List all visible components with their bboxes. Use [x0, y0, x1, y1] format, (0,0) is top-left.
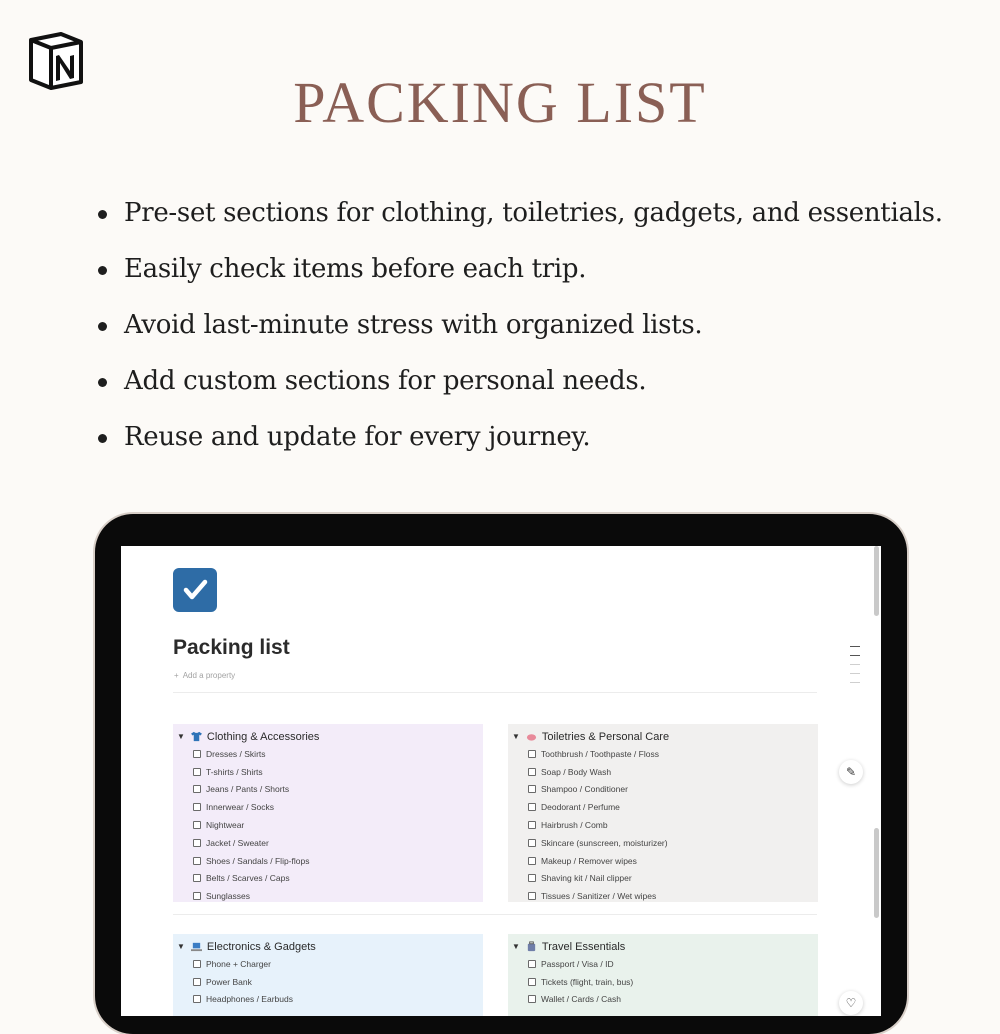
checklist-item[interactable]	[173, 991, 483, 1009]
checklist-item[interactable]	[173, 745, 483, 763]
checklist-item-label: Wallet / Cards / Cash	[541, 994, 621, 1005]
checkbox[interactable]	[528, 785, 536, 793]
feature-item: Add custom sections for personal needs.	[98, 358, 978, 414]
checkbox[interactable]	[528, 874, 536, 882]
scrollbar-thumb[interactable]	[874, 546, 879, 616]
wand-icon: ✎	[845, 765, 857, 779]
checklist-item[interactable]	[508, 834, 818, 852]
shirt-icon	[191, 731, 202, 742]
toggle-triangle-icon[interactable]: ▼	[512, 732, 520, 741]
plus-icon: +	[174, 671, 179, 680]
checklist-item[interactable]	[508, 887, 818, 905]
section-toggle[interactable]	[508, 728, 818, 745]
electronics-section	[173, 934, 483, 1016]
checklist-item[interactable]	[173, 816, 483, 834]
section-title: Travel Essentials	[541, 940, 626, 953]
soap-icon	[526, 731, 537, 742]
scrollbar-thumb-secondary[interactable]	[874, 828, 879, 918]
add-property-button[interactable]	[174, 671, 235, 680]
luggage-icon	[526, 941, 537, 952]
section-toggle[interactable]	[508, 938, 818, 955]
checklist-item-label: T-shirts / Shirts	[206, 766, 263, 777]
checklist-item[interactable]	[508, 870, 818, 888]
checklist-item[interactable]	[173, 870, 483, 888]
checkbox-page-icon[interactable]	[173, 568, 217, 612]
checkbox[interactable]	[528, 892, 536, 900]
checklist-item[interactable]	[173, 834, 483, 852]
checklist-item[interactable]	[173, 798, 483, 816]
checkbox[interactable]	[193, 785, 201, 793]
checklist-item-label: Skincare (sunscreen, moisturizer)	[541, 837, 668, 848]
checkbox[interactable]	[193, 960, 201, 968]
checklist-item[interactable]	[508, 781, 818, 799]
checkbox[interactable]	[528, 978, 536, 986]
checklist-item[interactable]	[508, 852, 818, 870]
feature-item: Easily check items before each trip.	[98, 246, 978, 302]
checkbox[interactable]	[193, 750, 201, 758]
checklist-item-label: Toothbrush / Toothpaste / Floss	[541, 748, 659, 759]
checkbox[interactable]	[528, 803, 536, 811]
divider	[173, 914, 817, 915]
travel-section	[508, 934, 818, 1016]
toggle-triangle-icon[interactable]: ▼	[512, 942, 520, 951]
checkbox[interactable]	[193, 821, 201, 829]
checklist-item-label: Nightwear	[206, 820, 245, 831]
checklist-item[interactable]	[508, 816, 818, 834]
checklist-item-label: Jeans / Pants / Shorts	[206, 784, 290, 795]
divider	[173, 692, 817, 693]
checklist-item-label: Soap / Body Wash	[541, 766, 612, 777]
checklist-item-label: Shoes / Sandals / Flip-flops	[206, 855, 310, 866]
toggle-triangle-icon[interactable]: ▼	[177, 732, 185, 741]
checklist-item[interactable]	[508, 745, 818, 763]
checklist-item[interactable]	[508, 955, 818, 973]
add-property-label: Add a property	[182, 671, 236, 680]
checklist-item-label: Passport / Visa / ID	[541, 958, 614, 969]
hero-title: PACKING LIST	[293, 70, 707, 135]
toggle-triangle-icon[interactable]: ▼	[177, 942, 185, 951]
float-action-button[interactable]	[839, 760, 863, 784]
laptop-icon	[191, 941, 202, 952]
checklist-item[interactable]	[508, 798, 818, 816]
section-title: Clothing & Accessories	[206, 730, 320, 743]
checklist-item-label: Deodorant / Perfume	[541, 802, 620, 813]
checklist-item[interactable]	[173, 955, 483, 973]
table-of-contents[interactable]	[850, 646, 860, 691]
checklist-item-label: Tickets (flight, train, bus)	[541, 976, 634, 987]
checkbox[interactable]	[528, 768, 536, 776]
section-title: Toiletries & Personal Care	[541, 730, 670, 743]
checkbox[interactable]	[193, 857, 201, 865]
checklist-item-label: Shampoo / Conditioner	[541, 784, 628, 795]
checklist-item-label: Innerwear / Socks	[206, 802, 275, 813]
checkbox[interactable]	[193, 978, 201, 986]
checklist-item[interactable]	[173, 973, 483, 991]
checklist-item-label: Makeup / Remover wipes	[541, 855, 637, 866]
checkbox[interactable]	[528, 821, 536, 829]
checklist-item[interactable]	[508, 991, 818, 1009]
feature-list	[98, 190, 978, 470]
checklist-item[interactable]	[173, 781, 483, 799]
checklist-item-label: Hairbrush / Comb	[541, 820, 608, 831]
checklist-item-label: Jacket / Sweater	[206, 837, 269, 848]
checklist-item-label: Power Bank	[206, 976, 252, 987]
checklist-item[interactable]	[173, 887, 483, 905]
checkmark-icon	[180, 575, 210, 605]
checkbox[interactable]	[528, 857, 536, 865]
toiletries-section	[508, 724, 818, 902]
checkbox[interactable]	[528, 995, 536, 1003]
checkbox[interactable]	[528, 750, 536, 758]
notion-page[interactable]	[121, 546, 881, 1016]
section-title: Electronics & Gadgets	[206, 940, 316, 953]
checkbox[interactable]	[193, 995, 201, 1003]
checkbox[interactable]	[193, 892, 201, 900]
checklist-item[interactable]	[173, 852, 483, 870]
checkbox[interactable]	[193, 874, 201, 882]
checkbox[interactable]	[193, 768, 201, 776]
checklist-item-label: Shaving kit / Nail clipper	[541, 873, 632, 884]
checklist-item-label: Dresses / Skirts	[206, 748, 266, 759]
checklist-item[interactable]	[508, 973, 818, 991]
feature-item: Reuse and update for every journey.	[98, 414, 978, 470]
feature-item: Pre-set sections for clothing, toiletries, gadgets, and essentials.	[98, 190, 978, 246]
page-title[interactable]: Packing list	[173, 636, 290, 659]
heart-icon: ♡	[845, 996, 857, 1010]
section-toggle[interactable]	[173, 728, 483, 745]
checkbox[interactable]	[528, 960, 536, 968]
checklist-item-label: Tissues / Sanitizer / Wet wipes	[541, 891, 657, 902]
checklist-item-label: Phone + Charger	[206, 958, 271, 969]
checklist-item-label: Belts / Scarves / Caps	[206, 873, 290, 884]
clothing-section	[173, 724, 483, 902]
checklist-item[interactable]	[508, 763, 818, 781]
checkbox[interactable]	[193, 803, 201, 811]
section-toggle[interactable]	[173, 938, 483, 955]
checklist-item-label: Sunglasses	[206, 891, 250, 902]
checklist-item[interactable]	[173, 763, 483, 781]
checklist-item-label: Headphones / Earbuds	[206, 994, 293, 1005]
checkbox[interactable]	[193, 839, 201, 847]
feature-item: Avoid last-minute stress with organized lists.	[98, 302, 978, 358]
checkbox[interactable]	[528, 839, 536, 847]
float-action-button-secondary[interactable]	[839, 991, 863, 1015]
